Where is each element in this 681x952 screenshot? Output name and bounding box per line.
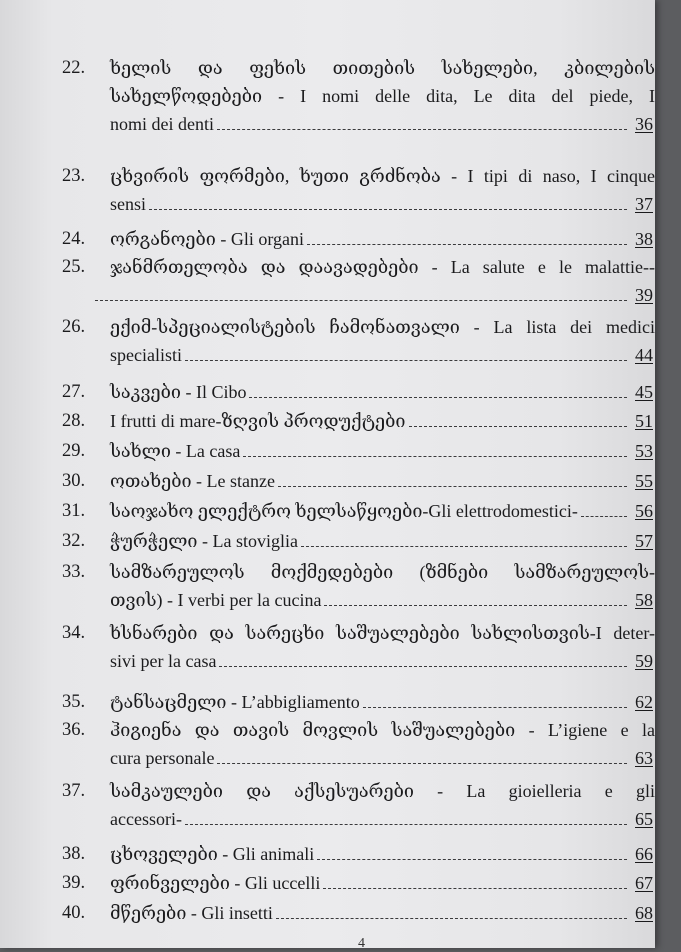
entry-number: 36. [62, 720, 86, 740]
entry-number: 33. [62, 562, 86, 582]
entry-title-text: საოჯახო ელექტრო ხელსაწყოები-Gli elettrodomestici- [110, 501, 578, 521]
entry-title-text: ჭურჭელი - La stoviglia [110, 531, 298, 551]
entry-title-line [110, 647, 655, 675]
entry-number: 26. [62, 317, 86, 337]
page-number: 56 [635, 501, 653, 521]
entry-title-line [110, 899, 655, 927]
entry-title-text: ექიმ-სპეციალისტების ჩამონათვალი - La lista dei medici [110, 317, 655, 337]
leader-dashes [243, 456, 627, 457]
entry-title-line [110, 82, 655, 110]
entry-title-line [110, 190, 655, 218]
entry-title-text: ორგანოები - Gli organi [110, 229, 305, 249]
entry-title-line [110, 869, 655, 897]
entry-title-line [110, 378, 655, 406]
entry-title-text: ჰიგიენა და თავის მოვლის საშუალებები - L’igiene e la [110, 720, 655, 740]
page-number: 53 [635, 441, 653, 461]
entry-title-line [110, 805, 655, 833]
entry-title-text: საკვები - Il Cibo [110, 382, 247, 402]
entry-title-line [110, 688, 655, 716]
entry-title-line [110, 467, 655, 495]
entry-number: 29. [62, 441, 86, 461]
entry-title-text: ცხვირის ფორმები, ხუთი გრძნობა - I tipi di naso, I cinque [110, 166, 655, 186]
leader-dashes [363, 707, 627, 708]
entry-number: 23. [62, 166, 86, 186]
entry-title-text: sivi per la casa [110, 651, 217, 671]
leader-dashes [317, 859, 627, 860]
entry-number: 28. [62, 411, 86, 431]
entry-number: 40. [62, 903, 86, 923]
page-number: 36 [635, 114, 653, 134]
entry-title-line [110, 558, 655, 586]
leader-dashes [185, 360, 627, 361]
page-number: 37 [635, 194, 653, 214]
entry-number: 38. [62, 844, 86, 864]
entry-title-line [110, 225, 655, 253]
entry-number: 32. [62, 531, 86, 551]
entry-title-text: თვის) - I verbi per la cucina [110, 590, 322, 610]
entry-title-text: ოთახები - Le stanze [110, 471, 275, 491]
entry-title-text: სამკაულები და აქსესუარები - La gioielleria e gli [110, 781, 655, 801]
leader-dashes [219, 666, 627, 667]
page-number: 45 [635, 382, 653, 402]
entry-title-line [110, 527, 655, 555]
entry-title-line [110, 777, 655, 805]
entry-title-text: სამზარეულოს მოქმედებები (ზმნები სამზარეულოს- [110, 562, 655, 582]
leader-dashes [278, 486, 627, 487]
entry-number: 34. [62, 623, 86, 643]
entry-number: 25. [62, 257, 86, 277]
entry-title-text: ტანსაცმელი - L’abbigliamento [110, 692, 360, 712]
entry-number: 27. [62, 382, 86, 402]
leader-dashes [324, 605, 627, 606]
page-number: 65 [635, 809, 653, 829]
entry-title-line [110, 341, 655, 369]
entry-number: 31. [62, 501, 86, 521]
page-number-mark: 4 [358, 936, 365, 951]
entry-title-text: ფრინველები - Gli uccelli [110, 873, 321, 893]
page-number: 62 [635, 692, 653, 712]
page-number: 55 [635, 471, 653, 491]
page-number: 51 [635, 411, 653, 431]
page-number: 68 [635, 903, 653, 923]
entry-title-line [110, 586, 655, 614]
entry-title-text: სახელწოდებები - I nomi delle dita, Le dita del piede, I [110, 86, 655, 106]
leader-dashes [217, 129, 627, 130]
page-number: 38 [635, 229, 653, 249]
entry-title-line [110, 716, 655, 744]
entry-title-line [110, 54, 655, 82]
entry-title-line [110, 253, 655, 281]
entry-title-line [110, 407, 655, 435]
entry-title-line [110, 744, 655, 772]
page-number: 39 [635, 285, 653, 305]
leader-dashes [301, 546, 627, 547]
entry-title-line [92, 281, 655, 309]
leader-dashes [276, 918, 627, 919]
leader-dashes [307, 244, 627, 245]
page-number: 58 [635, 590, 653, 610]
entry-title-text: specialisti [110, 345, 182, 365]
entry-title-text: accessori- [110, 809, 182, 829]
entry-title-line [110, 840, 655, 868]
entry-title-text: cura personale [110, 748, 215, 768]
page-number: 63 [635, 748, 653, 768]
entry-number: 37. [62, 781, 86, 801]
entry-title-text: სახლი - La casa [110, 441, 241, 461]
leader-dashes [149, 209, 627, 210]
leader-dashes [217, 763, 627, 764]
entry-title-text: ხსნარები და სარეცხი საშუალებები სახლისთვის-I deter- [110, 623, 655, 643]
page-number: 59 [635, 651, 653, 671]
leader-dashes [581, 516, 627, 517]
leader-dashes [409, 426, 628, 427]
entry-number: 22. [62, 58, 86, 78]
entry-title-line [110, 619, 655, 647]
leader-dashes [95, 300, 627, 301]
entry-title-line [110, 110, 655, 138]
entry-number: 35. [62, 692, 86, 712]
page-number: 57 [635, 531, 653, 551]
entry-title-text: ხელის და ფეხის თითების სახელები, კბილების [110, 58, 655, 78]
entry-title-text: sensi [110, 194, 146, 214]
leader-dashes [185, 824, 627, 825]
entry-title-line [110, 162, 655, 190]
entry-title-line [110, 497, 655, 525]
entry-title-line [110, 437, 655, 465]
entry-number: 30. [62, 471, 86, 491]
entry-title-line [110, 313, 655, 341]
entry-title-text: მწერები - Gli insetti [110, 903, 273, 923]
entry-title-text: nomi dei denti [110, 114, 214, 134]
entry-title-text: ჯანმრთელობა და დაავადებები - La salute e le malattie-- [110, 257, 655, 277]
entry-number: 24. [62, 229, 86, 249]
entry-title-text: I frutti di mare-ზღვის პროდუქტები [110, 411, 406, 431]
page-number: 67 [635, 873, 653, 893]
entry-title-text: ცხოველები - Gli animali [110, 844, 315, 864]
leader-dashes [323, 888, 627, 889]
page-number: 66 [635, 844, 653, 864]
page-number: 44 [635, 345, 653, 365]
entry-number: 39. [62, 873, 86, 893]
leader-dashes [249, 397, 627, 398]
